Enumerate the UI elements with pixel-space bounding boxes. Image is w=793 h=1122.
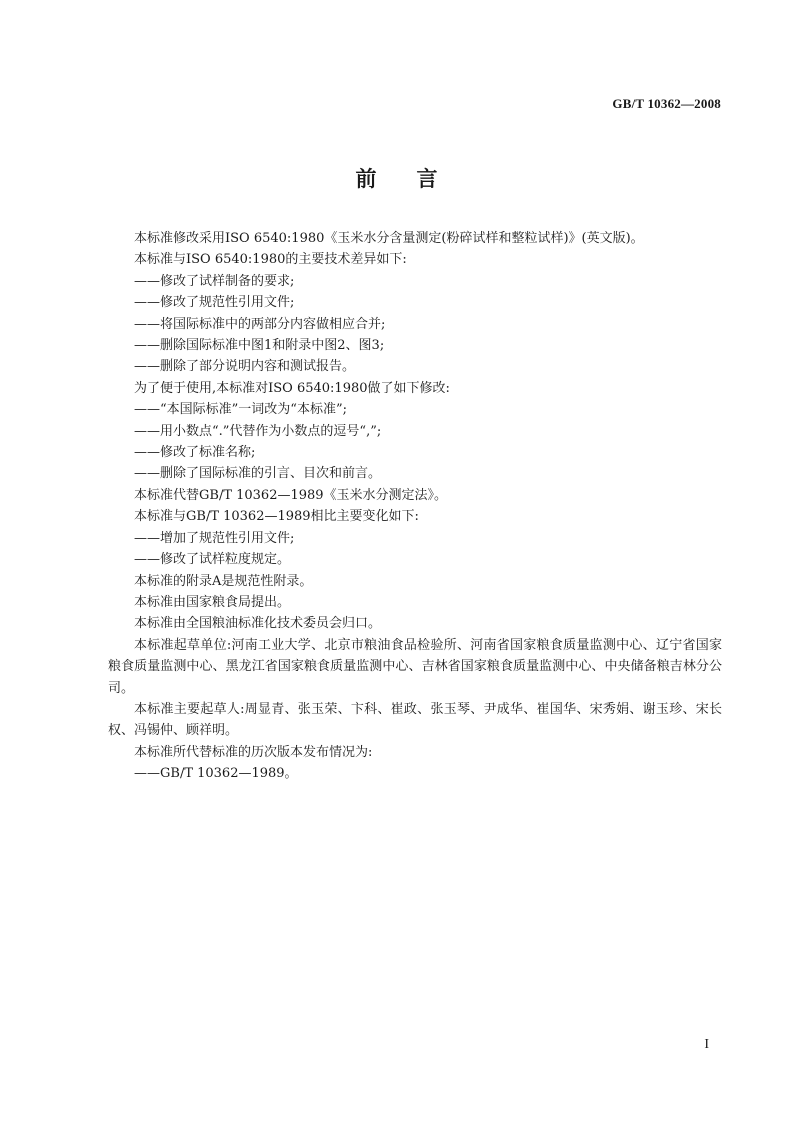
difference-item: ——删除国际标准中图1和附录中图2、图3; xyxy=(134,338,385,354)
modification-item: ——用小数点“.”代替作为小数点的逗号“,”; xyxy=(134,423,382,439)
modification-item: ——“本国际标准”一词改为“本标准”; xyxy=(134,402,347,418)
paragraph-changes-intro: 本标准与GB/T 10362—1989相比主要变化如下: xyxy=(134,509,419,525)
paragraph-history-intro: 本标准所代替标准的历次版本发布情况为: xyxy=(134,744,373,760)
paragraph-adoption: 本标准修改采用ISO 6540:1980《玉米水分含量测定(粉碎试样和整粒试样)》(英文版)。 xyxy=(134,231,644,246)
history-item: ——GB/T 10362—1989。 xyxy=(134,766,298,782)
paragraph-drafters: 本标准主要起草人:周显青、张玉荣、卞科、崔政、张玉琴、尹成华、崔国华、宋秀娟、谢玉珍、宋长权、冯锡仲、顾祥明。 xyxy=(108,701,722,739)
paragraph-annex: 本标准的附录A是规范性附录。 xyxy=(134,573,313,589)
page-title-part-1: 前 xyxy=(355,167,377,191)
change-item: ——修改了试样粒度规定。 xyxy=(134,552,291,568)
difference-item: ——修改了试样制备的要求; xyxy=(134,273,295,289)
paragraph-replaces: 本标准代替GB/T 10362—1989《玉米水分测定法》。 xyxy=(134,487,448,503)
modification-item: ——删除了国际标准的引言、目次和前言。 xyxy=(134,466,382,482)
page-number: I xyxy=(704,1037,709,1052)
page-title xyxy=(0,163,793,193)
page-title-part-2: 言 xyxy=(416,167,438,191)
paragraph-proposed-by: 本标准由国家粮食局提出。 xyxy=(134,594,291,610)
paragraph-drafting-units: 本标准起草单位:河南工业大学、北京市粮油食品检验所、河南省国家粮食质量监测中心、辽宁省国家粮食质量监测中心、黑龙江省国家粮食质量监测中心、吉林省国家粮食质量监测中心、中央储备粮吉林分公司。 xyxy=(108,637,722,696)
paragraph-managed-by: 本标准由全国粮油标准化技术委员会归口。 xyxy=(134,616,382,632)
difference-item: ——修改了规范性引用文件; xyxy=(134,295,295,311)
foreword-body xyxy=(108,228,722,785)
paragraph-modifications-intro: 为了便于使用,本标准对ISO 6540:1980做了如下修改: xyxy=(134,380,450,396)
paragraph-differences-intro: 本标准与ISO 6540:1980的主要技术差异如下: xyxy=(134,252,407,268)
change-item: ——增加了规范性引用文件; xyxy=(134,530,295,546)
document-code: GB/T 10362—2008 xyxy=(612,96,721,111)
modification-item: ——修改了标准名称; xyxy=(134,445,256,461)
difference-item: ——将国际标准中的两部分内容做相应合并; xyxy=(134,316,386,332)
difference-item: ——删除了部分说明内容和测试报告。 xyxy=(134,359,356,375)
